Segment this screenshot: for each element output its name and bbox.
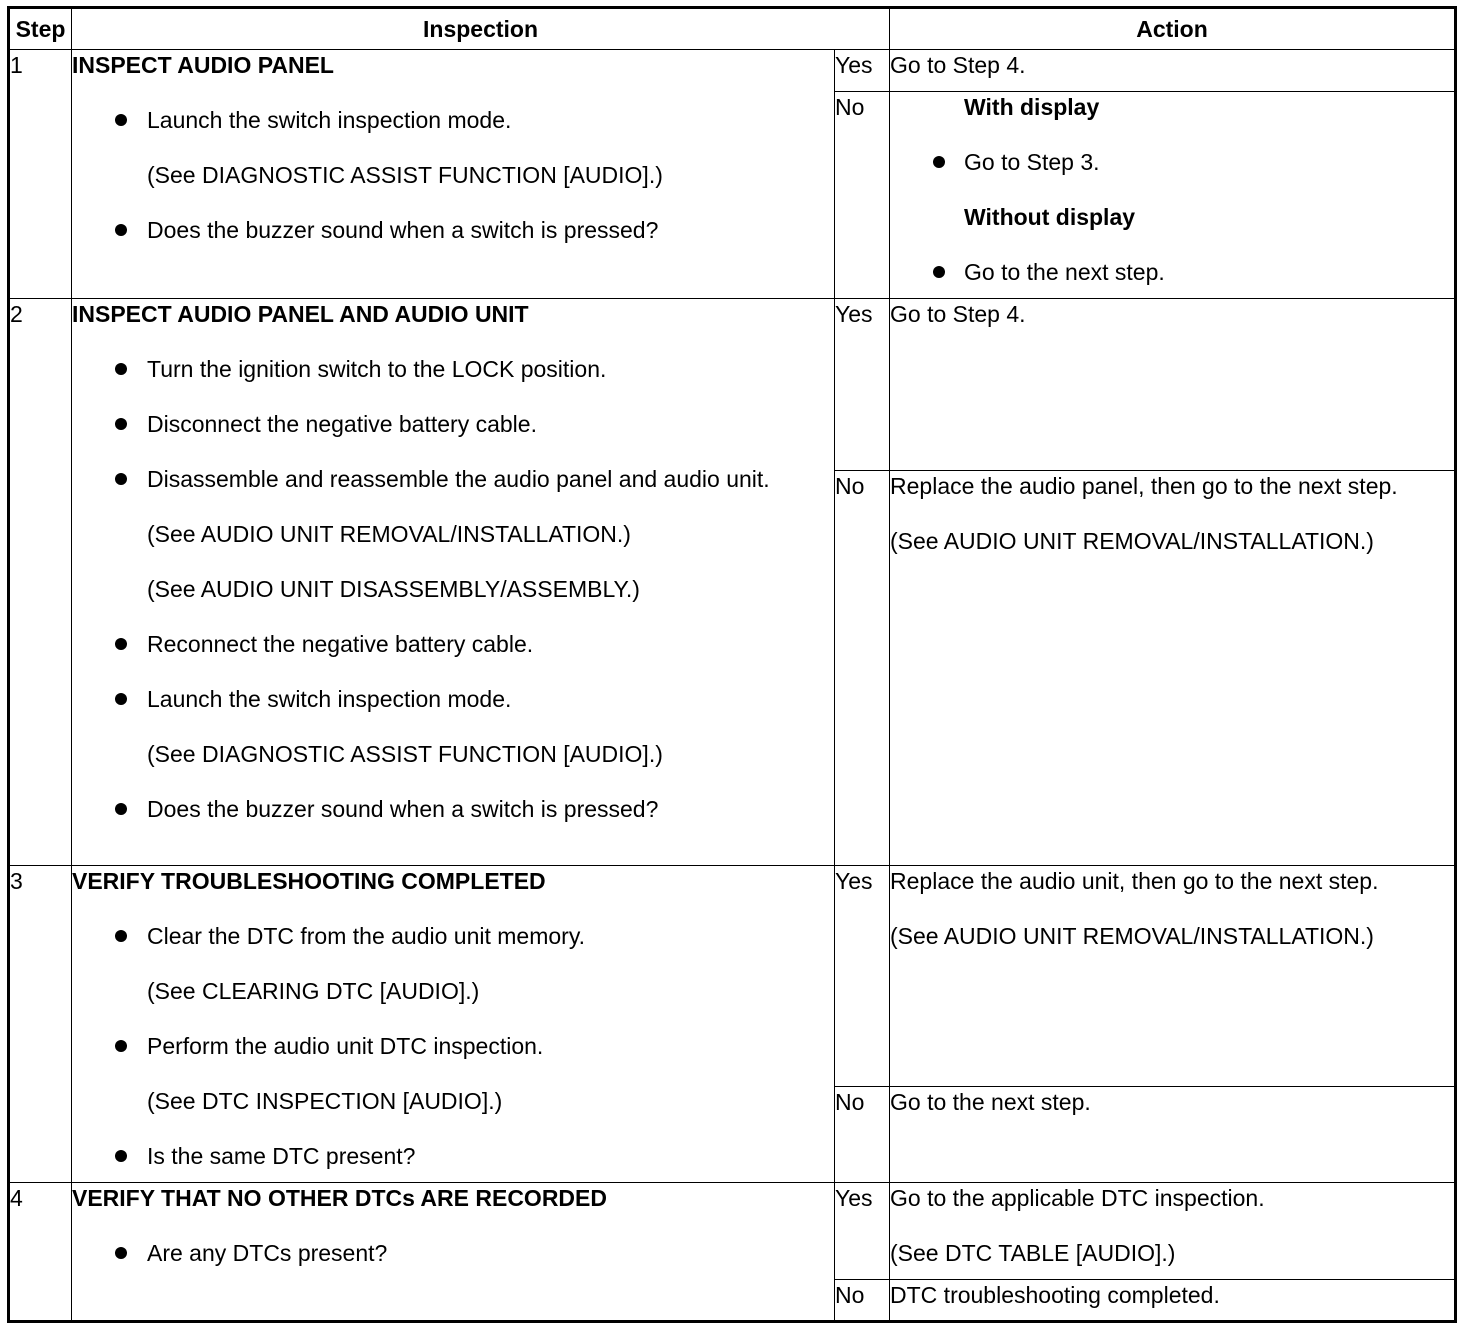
inspection-line: Launch the switch inspection mode.: [72, 684, 834, 714]
action-line: Go to Step 4.: [890, 301, 1026, 327]
header-action: Action: [890, 8, 1456, 50]
inspection-line: Does the buzzer sound when a switch is pressed?: [72, 215, 834, 245]
troubleshooting-table: [7, 6, 1457, 1323]
inspection-reference: (See DIAGNOSTIC ASSIST FUNCTION [AUDIO].): [147, 741, 663, 767]
inspection-line: Clear the DTC from the audio unit memory.: [72, 921, 834, 951]
action-line: Replace the audio panel, then go to the next step.: [890, 473, 1398, 499]
step-number: 2: [9, 299, 72, 866]
inspection-reference: (See DTC INSPECTION [AUDIO].): [147, 1088, 503, 1114]
yes-label: Yes: [835, 50, 890, 92]
yes-label: Yes: [835, 1183, 890, 1280]
step-3-yes-row: [9, 866, 1456, 1087]
step-inspection: [72, 1183, 835, 1322]
header-step: Step: [9, 8, 72, 50]
step-title: VERIFY THAT NO OTHER DTCs ARE RECORDED: [72, 1185, 607, 1211]
no-label: No: [835, 471, 890, 866]
step-inspection: [72, 299, 835, 866]
inspection-reference: (See CLEARING DTC [AUDIO].): [147, 978, 480, 1004]
action-line: (See AUDIO UNIT REMOVAL/INSTALLATION.): [890, 528, 1374, 554]
step-4-yes-row: [9, 1183, 1456, 1280]
yes-action: [890, 1183, 1456, 1280]
action-line: Go to the next step.: [890, 1089, 1091, 1115]
inspection-line: Disconnect the negative battery cable.: [72, 409, 834, 439]
inspection-line: Are any DTCs present?: [72, 1238, 834, 1268]
inspection-line: Does the buzzer sound when a switch is pressed?: [72, 794, 834, 824]
step-1-yes-row: [9, 50, 1456, 92]
yes-label: Yes: [835, 866, 890, 1087]
action-line: DTC troubleshooting completed.: [890, 1282, 1220, 1308]
inspection-reference: (See DIAGNOSTIC ASSIST FUNCTION [AUDIO].): [147, 162, 663, 188]
inspection-line: Perform the audio unit DTC inspection.: [72, 1031, 834, 1061]
inspection-line: Turn the ignition switch to the LOCK position.: [72, 354, 834, 384]
action-line: (See AUDIO UNIT REMOVAL/INSTALLATION.): [890, 923, 1374, 949]
step-inspection: [72, 50, 835, 299]
step-title: VERIFY TROUBLESHOOTING COMPLETED: [72, 868, 546, 894]
no-label: No: [835, 1087, 890, 1183]
inspection-line: Reconnect the negative battery cable.: [72, 629, 834, 659]
action-line: Go to Step 3.: [890, 147, 1454, 177]
yes-action: [890, 50, 1456, 92]
action-line: Go to the next step.: [890, 257, 1454, 287]
no-action: [890, 471, 1456, 866]
action-heading: Without display: [964, 204, 1136, 230]
action-line: Replace the audio unit, then go to the next step.: [890, 868, 1379, 894]
no-label: No: [835, 92, 890, 299]
inspection-line: Disassemble and reassemble the audio panel and audio unit.: [72, 464, 834, 494]
step-number: 4: [9, 1183, 72, 1322]
step-title: INSPECT AUDIO PANEL AND AUDIO UNIT: [72, 301, 529, 327]
step-number: 3: [9, 866, 72, 1183]
inspection-reference: (See AUDIO UNIT REMOVAL/INSTALLATION.): [147, 521, 631, 547]
no-action: [890, 1280, 1456, 1322]
yes-action: [890, 299, 1456, 471]
header-inspection: Inspection: [72, 8, 890, 50]
no-action: [890, 1087, 1456, 1183]
step-2-yes-row: [9, 299, 1456, 471]
step-title: INSPECT AUDIO PANEL: [72, 52, 334, 78]
no-action: [890, 92, 1456, 299]
inspection-line: Is the same DTC present?: [72, 1141, 834, 1171]
action-heading: With display: [964, 94, 1100, 120]
yes-label: Yes: [835, 299, 890, 471]
yes-action: [890, 866, 1456, 1087]
no-label: No: [835, 1280, 890, 1322]
action-line: Go to the applicable DTC inspection.: [890, 1185, 1265, 1211]
step-number: 1: [9, 50, 72, 299]
inspection-line: Launch the switch inspection mode.: [72, 105, 834, 135]
header-row: [9, 8, 1456, 50]
step-inspection: [72, 866, 835, 1183]
action-line: Go to Step 4.: [890, 52, 1026, 78]
action-line: (See DTC TABLE [AUDIO].): [890, 1240, 1176, 1266]
inspection-reference: (See AUDIO UNIT DISASSEMBLY/ASSEMBLY.): [147, 576, 640, 602]
